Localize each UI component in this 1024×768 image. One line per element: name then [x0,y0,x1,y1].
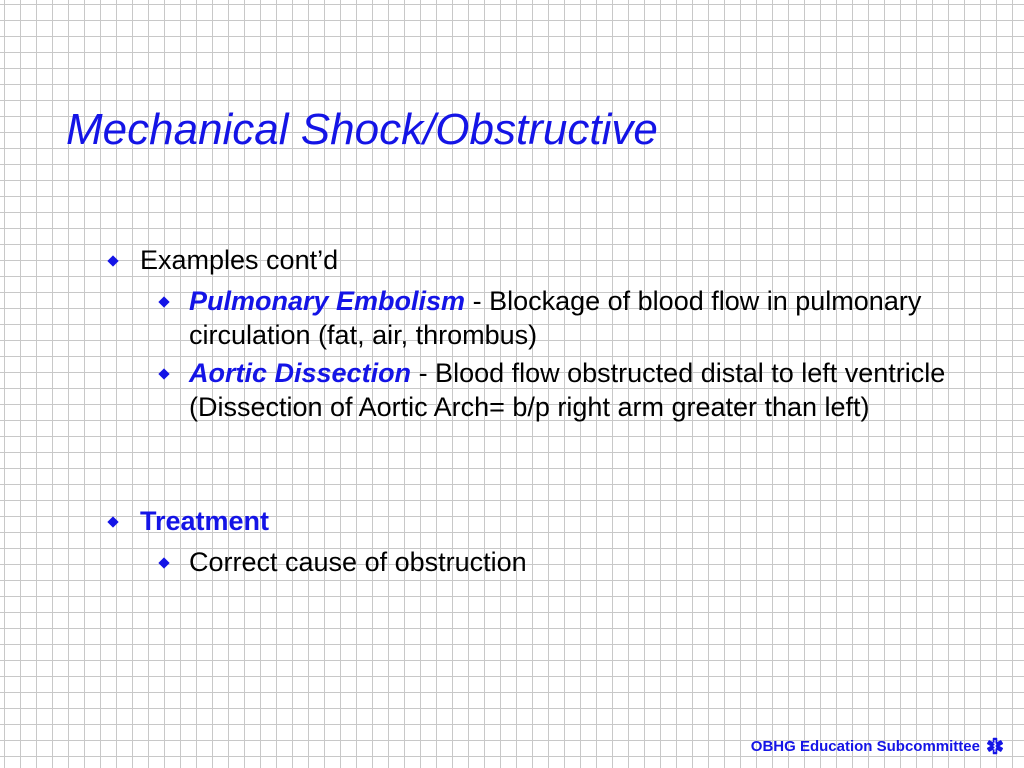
star-of-life-icon [986,737,1004,755]
footer-text: OBHG Education Subcommittee [750,737,980,755]
diamond-bullet-icon [158,368,169,379]
bullet-correct-cause [189,545,1019,579]
bullet-text: - Blockage of blood flow in pulmonary circulation (fat, air, thrombus) [189,286,922,350]
bullet-text: Correct cause of obstruction [189,547,527,577]
bullet-examples [140,243,1000,277]
diamond-bullet-icon [158,557,169,568]
bullet-treatment [140,504,1000,538]
bullet-term: Pulmonary Embolism [189,286,466,316]
bullet-text: Treatment [140,506,270,536]
bullet-pulmonary-embolism [189,284,1019,352]
bullet-text: - Blood flow obstructed distal to left ventricle (Dissection of Aortic Arch= b/p right arm greater than left) [189,358,946,422]
bullet-aortic-dissection [189,356,1019,424]
diamond-bullet-icon [158,296,169,307]
footer [751,737,1004,755]
slide-title: Mechanical Shock/Obstructive [66,105,658,154]
diamond-bullet-icon [107,516,118,527]
diamond-bullet-icon [107,255,118,266]
bullet-text: Examples cont’d [140,245,339,275]
bullet-term: Aortic Dissection [189,358,412,388]
